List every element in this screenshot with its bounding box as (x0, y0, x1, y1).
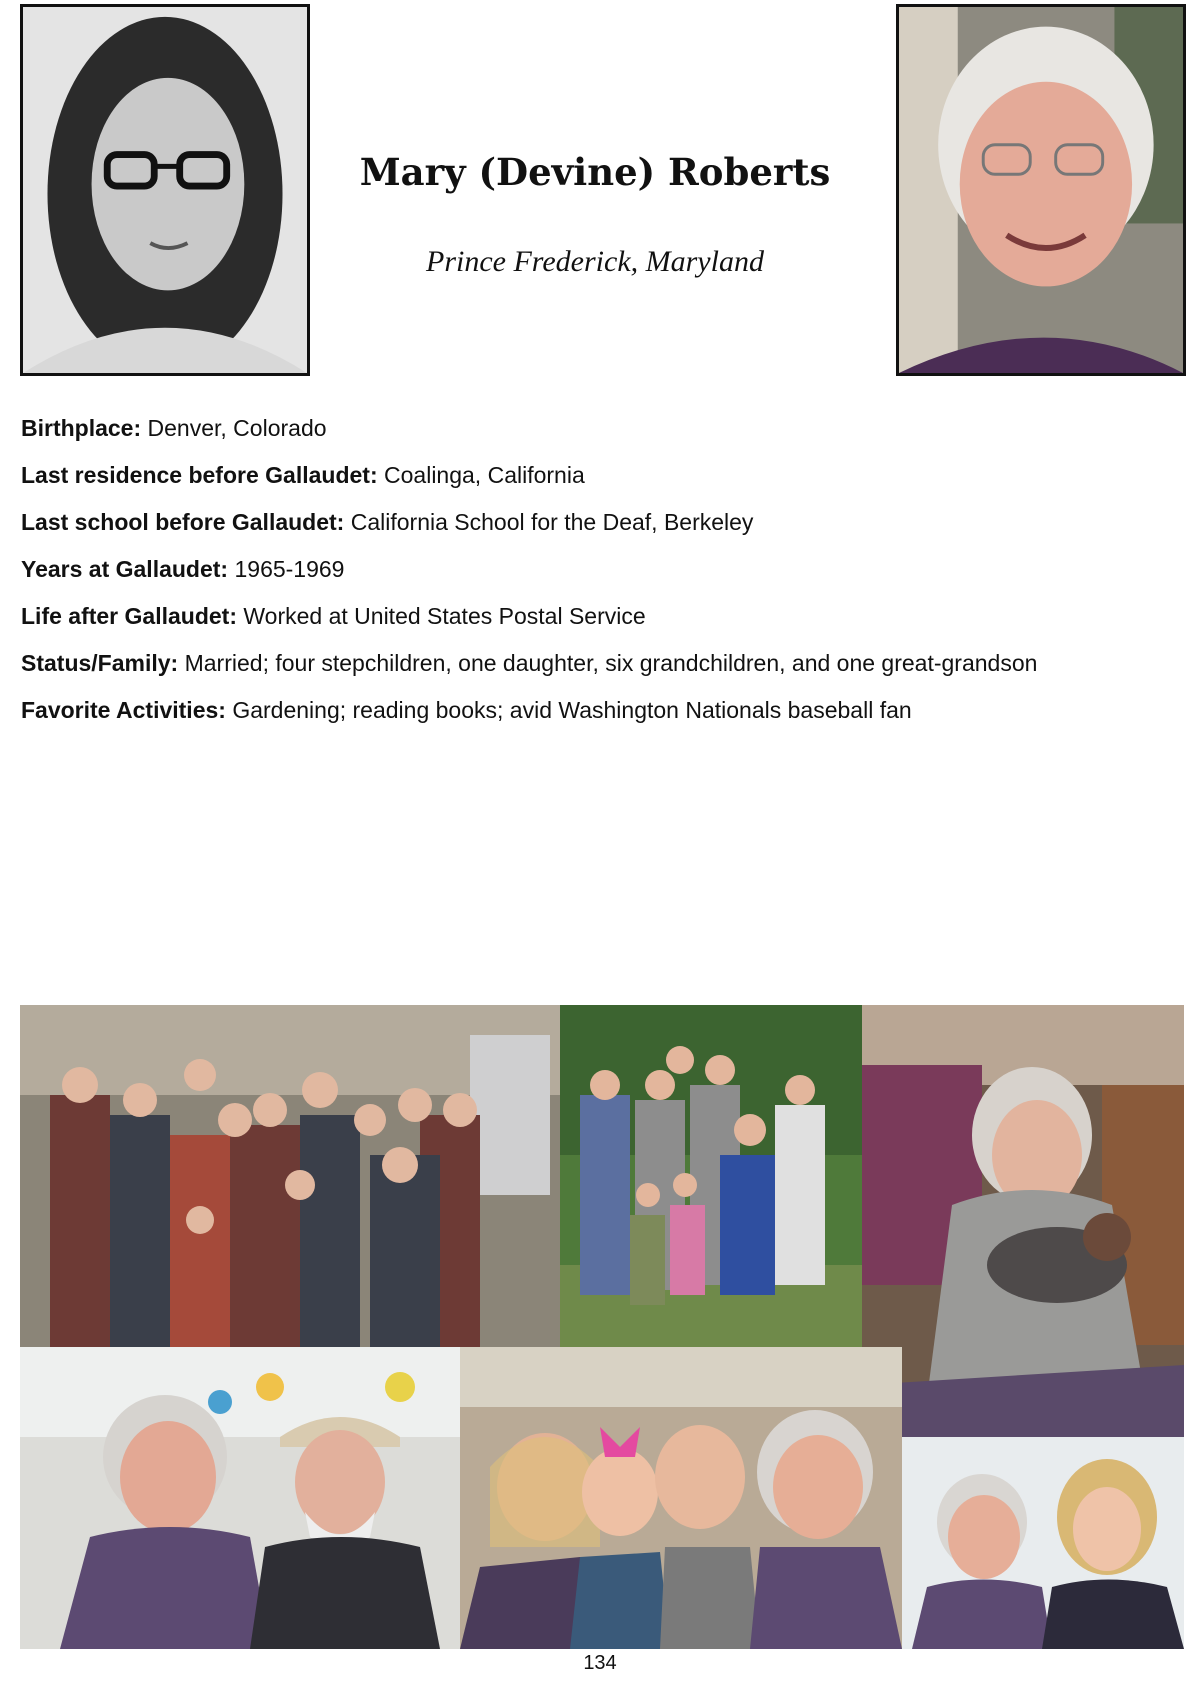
fact-value: Married; four stepchildren, one daughter, six grandchildren, and one great-grandson (184, 650, 1038, 676)
yearbook-portrait-photo (20, 4, 310, 376)
family-group-photo (20, 1005, 560, 1347)
grandmother-with-baby-photo (862, 1005, 1184, 1437)
fact-value: Coalinga, California (384, 462, 585, 488)
three-generations-photo (460, 1347, 902, 1649)
fact-years (21, 546, 1181, 593)
fact-label: Status/Family: (21, 650, 179, 676)
couple-photo (20, 1347, 460, 1649)
outdoor-family-photo (560, 1005, 862, 1347)
recent-portrait-photo (896, 4, 1186, 376)
fact-label: Years at Gallaudet: (21, 556, 229, 582)
fact-life-after (21, 593, 1181, 640)
fact-last-residence (21, 452, 1181, 499)
fact-value: 1965-1969 (234, 556, 345, 582)
fact-value: California School for the Deaf, Berkeley (350, 509, 754, 535)
fact-status-family (21, 640, 1181, 687)
fact-value: Gardening; reading books; avid Washington Nationals baseball fan (232, 697, 912, 723)
fact-label: Birthplace: (21, 415, 142, 441)
fact-last-school (21, 499, 1181, 546)
fact-label: Favorite Activities: (21, 697, 226, 723)
fact-value: Worked at United States Postal Service (243, 603, 646, 629)
fact-label: Last residence before Gallaudet: (21, 462, 378, 488)
fact-label: Life after Gallaudet: (21, 603, 237, 629)
person-location: Prince Frederick, Maryland (426, 245, 764, 278)
fact-label: Last school before Gallaudet: (21, 509, 345, 535)
grandmother-and-granddaughter-photo (902, 1437, 1184, 1649)
biography-facts (21, 405, 1181, 734)
person-name: Mary (Devine) Roberts (359, 150, 831, 194)
page-number: 134 (583, 1652, 617, 1674)
fact-value: Denver, Colorado (147, 415, 327, 441)
fact-birthplace (21, 405, 1181, 452)
fact-favorite-activities (21, 687, 1181, 734)
